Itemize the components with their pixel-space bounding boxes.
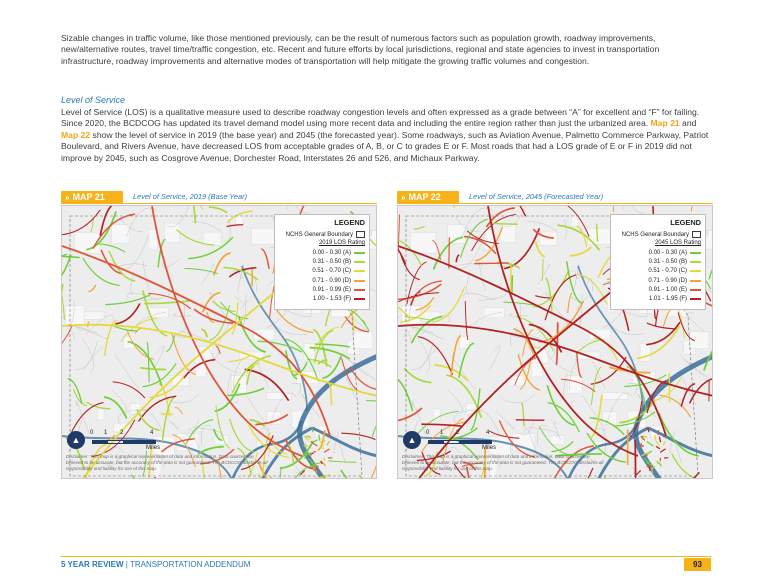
scale-graphic	[92, 440, 156, 444]
los-swatch	[690, 270, 701, 272]
los-text-b: and	[679, 118, 697, 129]
map-21-caption: Level of Service, 2019 (Base Year)	[133, 192, 248, 201]
scale-unit: Miles	[482, 445, 497, 451]
legend-title: LEGEND	[334, 218, 365, 227]
legend-label: 0.00 - 0.30 (A)	[312, 249, 351, 256]
los-swatch	[354, 298, 365, 300]
page-number: 93	[684, 558, 711, 571]
legend-label: 1.00 - 1.53 (F)	[312, 295, 351, 302]
legend-boundary-label: NCHS General Boundary	[285, 231, 353, 238]
legend-label: 0.91 - 1.00 (E)	[648, 286, 687, 293]
scale-tick: 2	[120, 430, 124, 436]
footer-separator: |	[123, 560, 130, 569]
legend-boundary-row	[279, 230, 365, 239]
footer-rest: TRANSPORTATION ADDENDUM	[129, 560, 251, 569]
legend-row-a	[615, 248, 701, 257]
legend-label: 1.01 - 1.95 (F)	[648, 295, 687, 302]
map-21-tag	[61, 191, 123, 204]
legend-boundary-row	[615, 230, 701, 239]
los-swatch	[690, 252, 701, 254]
legend-row-d	[615, 276, 701, 285]
north-arrow-icon: ▲	[403, 431, 421, 449]
map21-reference: Map 21	[650, 118, 680, 129]
legend-row-d	[279, 276, 365, 285]
legend-label: 0.91 - 0.99 (E)	[312, 286, 351, 293]
los-swatch	[354, 252, 365, 254]
legend-rating-title: 2045 LOS Rating	[654, 240, 701, 247]
los-swatch	[354, 270, 365, 272]
legend-rating-title: 2019 LOS Rating	[318, 240, 365, 247]
los-swatch	[690, 298, 701, 300]
scale-tick: 4	[486, 430, 490, 436]
legend-row-b	[279, 258, 365, 267]
los-swatch	[354, 280, 365, 282]
map-21-tag-label: MAP 21	[72, 192, 105, 202]
scale-unit: Miles	[146, 445, 161, 451]
scale-ticks	[426, 430, 536, 439]
footer-title	[61, 560, 250, 569]
legend-title: LEGEND	[670, 218, 701, 227]
scale-graphic	[428, 440, 492, 444]
scale-bar	[426, 430, 536, 452]
scale-bar	[90, 430, 200, 452]
legend-label: 0.00 - 0.30 (A)	[648, 249, 687, 256]
legend-label: 0.71 - 0.90 (D)	[312, 277, 351, 284]
footer-bold: 5 YEAR REVIEW	[61, 560, 124, 569]
chevron-right-icon: »	[401, 193, 406, 202]
map-22-tag-label: MAP 22	[408, 192, 441, 202]
los-swatch	[690, 261, 701, 263]
scale-ticks	[90, 430, 200, 439]
legend-label: 0.71 - 0.90 (D)	[648, 277, 687, 284]
los-swatch	[354, 261, 365, 263]
los-swatch	[690, 280, 701, 282]
legend-row-c	[279, 267, 365, 276]
scale-tick: 1	[104, 430, 108, 436]
legend-label: 0.51 - 0.70 (C)	[648, 268, 687, 275]
los-swatch	[354, 289, 365, 291]
map-22-legend	[610, 214, 706, 310]
intro-paragraph: Sizable changes in traffic volume, like those mentioned previously, can be the result of numerous factors such as population growth, roadway improvements, new/alternative routes, travel time/traffic congestion, etc. Recent and future efforts by local jurisdictions, regional and state agencies to invest in transportation infrastructure, roadway improvements and alternative modes of transportation will help mitigate the growing traffic volumes and congestion.	[61, 33, 660, 66]
footer-rule	[61, 556, 711, 557]
boundary-swatch	[356, 231, 365, 238]
scale-tick: 1	[440, 430, 444, 436]
legend-row-e	[615, 285, 701, 294]
map-22-frame	[397, 205, 713, 479]
map-21-rule	[123, 203, 377, 204]
legend-row-b	[615, 258, 701, 267]
legend-row-f	[615, 294, 701, 303]
los-heading: Level of Service	[61, 95, 126, 105]
los-text-c: show the level of service in 2019 (the base year) and 2045 (the forecasted year). Some roadways, such as Aviation Avenue, Palmetto Commerce Parkway, Patriot Boulevard, and Rivers Avenue, have decreased LOS from acceptable grades of A, B, or C to grades E or F. Most roads that had a LOS grade of E or F in 2019 did not improve by 2045, such as Cosgrove Avenue, Dorchester Road, Interstates 26 and 526, and Michaux Parkway.	[61, 129, 709, 163]
legend-row-f	[279, 294, 365, 303]
legend-label: 0.51 - 0.70 (C)	[312, 268, 351, 275]
legend-boundary-label: NCHS General Boundary	[621, 231, 689, 238]
map-disclaimer: Disclaimer: This map is a graphical representation of data and information. Data sources are believed to be accurate, but the accuracy of the data is not guaranteed. The BCDCOG disclaims all responsibility and liability for use of this map.	[402, 454, 604, 471]
scale-tick: 2	[456, 430, 460, 436]
los-swatch	[690, 289, 701, 291]
map-22-caption: Level of Service, 2045 (Forecasted Year)	[469, 192, 604, 201]
map-21-legend	[274, 214, 370, 310]
legend-row-e	[279, 285, 365, 294]
boundary-swatch	[692, 231, 701, 238]
map-21-frame	[61, 205, 377, 479]
legend-label: 0.31 - 0.50 (B)	[312, 259, 351, 266]
los-text-a: Level of Service (LOS) is a qualitative measure used to describe roadway congestion levels and often expressed as a grade between “A” for excellent and “F” for failing. Since 2020, the BCDCOG has updated its travel demand model using more recent data and including the entire region rather than just the urbanized area.	[61, 107, 700, 129]
legend-label: 0.31 - 0.50 (B)	[648, 259, 687, 266]
legend-row-a	[279, 248, 365, 257]
map-22-tag	[397, 191, 459, 204]
chevron-right-icon: »	[65, 193, 70, 202]
scale-tick: 0	[90, 430, 94, 436]
los-paragraph	[61, 107, 711, 164]
map-22-rule	[459, 203, 713, 204]
map-disclaimer: Disclaimer: This map is a graphical representation of data and information. Data sources are believed to be accurate, but the accuracy of the data is not guaranteed. The BCDCOG disclaims all responsibility and liability for use of this map.	[66, 454, 268, 471]
scale-tick: 0	[426, 430, 430, 436]
north-arrow-icon: ▲	[67, 431, 85, 449]
scale-tick: 4	[150, 430, 154, 436]
legend-row-c	[615, 267, 701, 276]
map22-reference: Map 22	[61, 129, 91, 140]
